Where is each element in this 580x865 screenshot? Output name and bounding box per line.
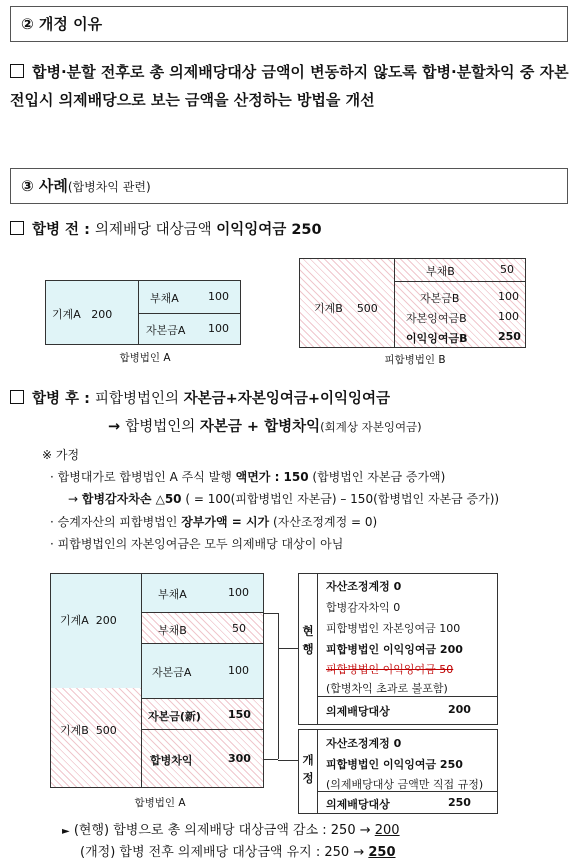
- corp-a-caption: 합병법인 A: [119, 352, 171, 364]
- section-3-header: [10, 168, 568, 204]
- corp-a-liab-val: 100: [208, 290, 229, 303]
- revised-total-label: 의제배당대상: [326, 798, 390, 811]
- checkbox-square-icon: [10, 390, 24, 404]
- before-desc-bold: 이익잉여금 250: [216, 222, 322, 238]
- merged-liab-a: 부채A: [158, 588, 187, 601]
- current-r4: 피합병법인 이익잉여금 200: [326, 643, 463, 656]
- current-divider: [317, 696, 498, 697]
- section-2-header: [10, 6, 568, 42]
- after-merger-line-1: [10, 388, 390, 410]
- assume-line-4: · 피합병법인의 자본잉여금은 모두 의제배당 대상이 아님: [50, 537, 344, 551]
- merged-liab-a-val: 100: [228, 586, 249, 599]
- bracket-bottom-tick: [264, 759, 278, 760]
- corp-b-liab: 부채B: [426, 265, 455, 278]
- after-l2-pre: 합병법인의: [125, 419, 200, 435]
- reason-text: 합병·분할 전후로 총 의제배당대상 금액이 변동하지 않도록 합병·분할차익 중 자본전입시 의제배당으로 보는 금액을 산정하는 방법을 개선: [10, 63, 569, 109]
- current-total-label: 의제배당대상: [326, 705, 390, 718]
- section-2-title: ② 개정 이유: [21, 15, 103, 33]
- merged-asset-a: 기계A 200: [60, 614, 117, 627]
- current-r6: (합병차익 초과로 불포함): [326, 682, 448, 695]
- revised-r3: (의제배당대상 금액만 직접 규정): [326, 778, 484, 791]
- arrow-right-icon: →: [108, 419, 126, 435]
- bracket-to-revised: [278, 760, 298, 761]
- section-3-subtitle: (합병차익 관련): [67, 180, 151, 194]
- corp-b-retained: 이익잉여금B: [406, 332, 468, 345]
- after-l1-pre: 피합병법인의: [94, 391, 184, 407]
- merged-cap-new-val: 150: [228, 708, 251, 721]
- merged-liab-b: 부채B: [158, 624, 187, 637]
- current-r1: 자산조정계정 0: [326, 580, 402, 593]
- bullet-triangle-icon: ►: [62, 826, 70, 837]
- before-head: 합병 전: [32, 222, 80, 238]
- corp-b-caption: 피합병법인 B: [384, 354, 446, 366]
- after-colon: :: [79, 391, 95, 407]
- before-colon: :: [79, 222, 95, 238]
- merged-premium: 합병차익: [150, 754, 193, 767]
- corp-a-liab: 부채A: [150, 292, 179, 305]
- corp-b-cap-val: 100: [498, 290, 519, 303]
- current-total-val: 200: [448, 703, 471, 716]
- after-l2-bold: 자본금 + 합병차익: [199, 419, 321, 435]
- assume-line-3: · 승계자산의 피합병법인 장부가액 = 시가 (자산조정계정 = 0): [50, 515, 378, 529]
- corp-a-cap: 자본금A: [146, 324, 186, 337]
- assume-line-2: → 합병감자차손 △50 ( = 100(피합병법인 자본금) – 150(합병법인 자본금 증가)): [68, 492, 500, 506]
- bracket-connector-icon: [278, 613, 279, 759]
- merged-liab-b-val: 50: [232, 622, 246, 635]
- merged-cap-a: 자본금A: [152, 666, 192, 679]
- merged-cap-a-val: 100: [228, 664, 249, 677]
- revised-total-val: 250: [448, 796, 471, 809]
- merged-cap-new: 자본금(新): [148, 710, 201, 723]
- after-l1-bold: 자본금+자본잉여금+이익잉여금: [183, 391, 391, 407]
- current-r2: 합병감자차익 0: [326, 601, 401, 614]
- corp-a-asset: 기계A 200: [52, 308, 113, 321]
- merged-asset-outline: [50, 573, 142, 788]
- assume-title: ※ 가정: [42, 448, 80, 462]
- reason-paragraph: [10, 58, 570, 114]
- assume-line-1: · 합병대가로 합병법인 A 주식 발행 액면가 : 150 (합병법인 자본금 증가액): [50, 470, 446, 484]
- revised-label: 개정: [302, 753, 314, 785]
- after-head: 합병 후: [32, 391, 80, 407]
- after-merger-line-2: [108, 416, 422, 438]
- current-label: 현행: [302, 624, 314, 656]
- corp-b-liab-val: 50: [500, 263, 514, 276]
- current-r5: 피합병법인 이익잉여금 50: [326, 663, 454, 676]
- corp-b-retained-val: 250: [498, 330, 521, 343]
- revised-r2: 피합병법인 이익잉여금 250: [326, 758, 463, 771]
- bracket-to-current: [278, 648, 298, 649]
- merged-caption: 합병법인 A: [134, 797, 186, 809]
- checkbox-square-icon: [10, 64, 24, 78]
- corp-a-cap-val: 100: [208, 322, 229, 335]
- corp-b-cap: 자본금B: [420, 292, 460, 305]
- corp-b-surplus: 자본잉여금B: [406, 312, 467, 325]
- current-r3: 피합병법인 자본잉여금 100: [326, 622, 461, 635]
- revised-r1: 자산조정계정 0: [326, 737, 402, 750]
- before-merger-line: [10, 219, 322, 241]
- summary-line-1: ► (현행) 합병으로 총 의제배당 대상금액 감소 : 250 → 200: [62, 823, 400, 838]
- section-3-title: ③ 사례: [21, 177, 68, 195]
- corp-b-asset: 기계B 500: [314, 302, 378, 315]
- after-l2-small: (회계상 자본잉여금): [320, 420, 422, 434]
- merged-premium-val: 300: [228, 752, 251, 765]
- before-desc: 의제배당 대상금액: [94, 222, 217, 238]
- corp-b-surplus-val: 100: [498, 310, 519, 323]
- bracket-top-tick: [264, 613, 278, 614]
- checkbox-square-icon: [10, 221, 24, 235]
- summary-line-2: (개정) 합병 전후 의제배당 대상금액 유지 : 250 → 250: [80, 845, 396, 860]
- merged-asset-b: 기계B 500: [60, 724, 117, 737]
